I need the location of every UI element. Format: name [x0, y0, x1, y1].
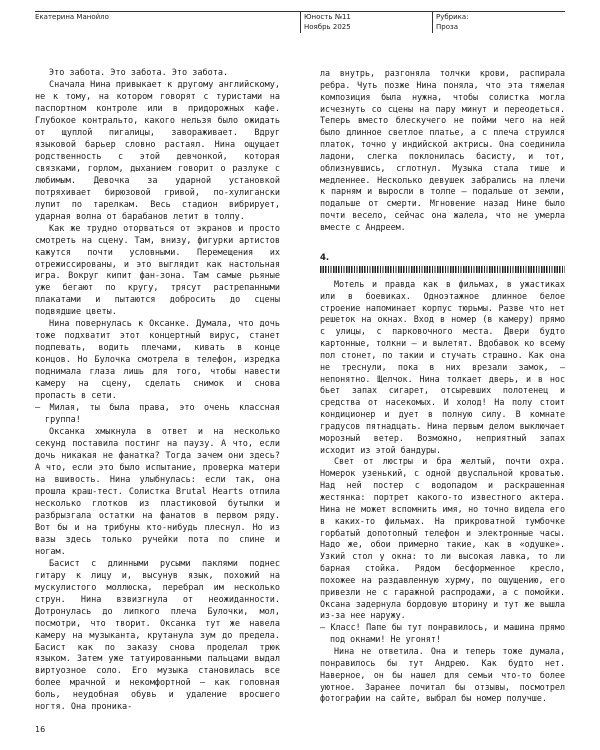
paragraph: Нина повернулась к Оксанке. Думала, что дочь тоже подхватит этот концертный вирус, станет подпевать, водить плечами, кивать в конце концов. Но Булочка смотрела в телефон, изредка поднимала глаза лишь для того, чтобы навести камеру на сцену, сделать снимок и снова пропасть в сети. — [35, 319, 280, 402]
header-issue-date: Ноябрь 2025 — [304, 23, 351, 31]
paragraph: Мотель и правда как в фильмах, в ужастиках или в боевиках. Одноэтажное длинное белое строение напоминает корпус тюрьмы. Разве что нет решеток на окнах. Вход в номер (в камеру) прямо с улицы, с парковочного места. Двери будто картонные, толкни – и вылетят. Вдобавок ко всему пол стонет, по такии и стучать страшно. Как она не треснули, пока в них врезали замок, – непонятно. Щелчок. Нина толкает дверь, и в нос бьет запах сигарет, отсыревших полотенец и средства от насекомых. И холод! На полу стоит кондиционер и дует в полную силу. В комнате градусов пятнадцать. Нина первым делом выключает морозный ветер. Возможно, неприятный запах исходит из этой бандуры. — [320, 278, 565, 455]
paragraph: Это забота. Это забота. Это забота. — [49, 68, 229, 78]
left-column — [35, 68, 280, 714]
paragraph: – Милая, ты была права, это очень классная группа! — [35, 403, 280, 426]
paragraph: ла внутрь, разгоняла толчки крови, распирала ребра. Чуть позже Нина поняла, что эта тяжелая композиция была нужна, чтобы солистка могла исчезнуть со сцены на пару минут и переодеться. Теперь вместо блескучего не пойми чего на ней было длинное светлое платье, а с плеча струился платок, точно у индийской актрисы. Она соединила ладони, слегка поклонилась басисту, и тот, облизнувшись, сглотнул. Музыка стала тише и медленнее. Несколько девушек забрались на плечи к парням и выросли в толпе – подальше от земли, подальше от смерти. Мгновение назад Нине было почти весело, сейчас она жалела, что не умерла вместе с Андреем. — [320, 68, 565, 232]
section-divider — [320, 266, 565, 273]
header-separator-1 — [300, 11, 301, 33]
header-rubric-value: Проза — [436, 23, 459, 31]
header-magazine: Юность №11 — [304, 13, 351, 21]
paragraph: – Класс! Папе бы тут понравилось, и машина прямо под окнами! Не угонят! — [320, 622, 565, 645]
paragraph: Как же трудно оторваться от экранов и просто смотреть на сцену. Там, внизу, фигурки артистов кажутся почти условными. Перемещения их отрежиссированы, и это выглядит как настольная игра. Вокруг кипит фан-зона. Там самые рьяные уже бегают по кругу, трясут растрепанными плакатами и пытаются добросить до сцены подвядшие цветы. — [35, 223, 280, 318]
header-rubric — [436, 12, 469, 32]
header-rubric-label: Рубрика: — [436, 13, 469, 21]
section-number: 4. — [320, 252, 330, 263]
header-issue — [304, 12, 351, 32]
paragraph: Басист с длинными русыми паклями поднес гитару к лицу и, высунув язык, похожий на мускулистого моллюска, перебрал им несколько струн. Нина взвизгнула от неожиданности. Дотронулась до липкого плеча Булочки, мол, посмотри, что творит. Оксанка тут же навела камеру на музыканта, крутанула зум до предела. Басист как по заказу снова проделал трюк языком. Затем уже татуированными пальцами выдал виртуозное соло. Его музыка становилась все более мрачной и некомфортной – как головная боль, неудобная обувь и удаление вросшего ногтя. Она проника- — [35, 558, 280, 713]
paragraph: Нина не ответила. Она и теперь тоже думала, понравилось бы тут Андрею. Как будто нет. Наверное, он бы нашел для семьи что-то более уютное. Заранее почитал бы отзывы, посмотрел фотографии на сайте, выбрал бы номер получше. — [320, 645, 565, 704]
header-author: Екатерина Манойло — [35, 13, 109, 21]
paragraph: Оксанка хмыкнула в ответ и на несколько секунд поставила постинг на паузу. А что, если дочь никакая не фанатка? Тогда зачем они здесь? А что, если это было испытание, проверка матери на вшивость. Нина улыбнулась: если так, она прошла краш-тест. Солистка Brutal Hearts отпила несколько глотков из пластиковой бутылки и разбрызгала остатки на фанатов в первом ряду. Вот бы и на трибуны кто-нибудь плеснул. Но из вазы здесь только ручейки пота по спине и ногам. — [35, 427, 280, 557]
right-column-bottom — [320, 279, 565, 705]
page-number: 16 — [35, 725, 46, 734]
right-column — [320, 68, 565, 705]
paragraph: Свет от люстры и бра желтый, почти охра. Номерок узенький, с одной двуспальной кроватью. Над ней постер с водопадом и раскрашенная жестянка: портрет какого-то известного актера. Нина не может вспомнить имя, но точно видела его в каких-то фильмах. На прикроватной тумбочке горбатый допотопный телефон и электронные часы. Надо же, обои примерно такие, как в «одушке». Узкий стол у окна: то ли высокая лавка, то ли барная стойка. Рядом бесформенное кресло, похожее на раздавленную хурму, по ощущению, его привезли не с гаражной распродажи, а с помойки. Оксана задернула бордовую шторину и тут же вышла из-за нее наружу. — [320, 456, 565, 621]
right-column-top — [320, 68, 565, 234]
header-separator-2 — [432, 11, 433, 33]
paragraph: Сначала Нина привыкает к другому английскому, не к тому, на котором говорят с туристами на паспортном контроле или в придорожных кафе. Глубокое контральто, какого нельзя было ожидать от щуплой пигалицы, завораживает. Вдруг языковой барьер словно растаял. Нина ощущает родственность с этой девчонкой, которая связками, горлом, дыханием говорит о разлуке с любимым. Девочка за ударной установкой потряхивает бирюзовой гривой, по-хулигански лупит по тарелкам. Весь стадион вибрирует, ударная волна от барабанов летит в толпу. — [35, 79, 280, 222]
